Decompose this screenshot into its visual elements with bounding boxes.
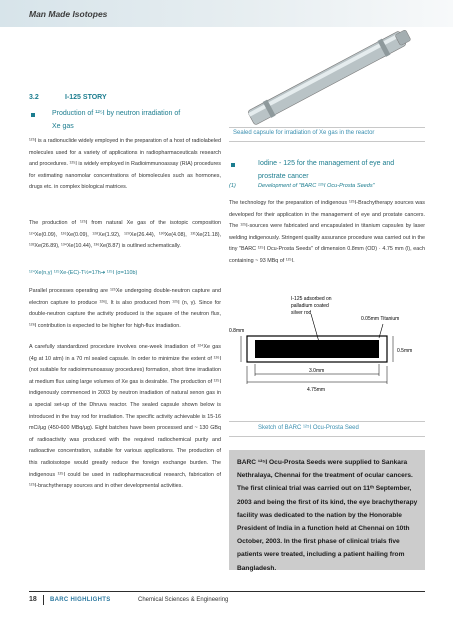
left-subhead-line2: Xe gas: [52, 123, 74, 130]
right-para-1: The technology for the preparation of indigenous ¹²⁵I-Brachytherapy sources was developed for their application in the management of eye and prostate cancers. The ¹²⁵I-sources were fabricated and encapsulated in titanium capsules by laser welding indigenously. Stringent quality assurance procedure was carried out in the tiny "BARC ¹²⁵I Ocu-Prosta Seeds" of dimension 0.8mm (OD) · 4.75 mm (l), each containing ~ 93 MBq of ¹²⁵I.: [229, 200, 425, 264]
page-number: 18: [29, 596, 37, 603]
left-para-1: ¹²⁵I is a radionuclide widely employed in the preparation of a host of radiolabeled molecules used for a variety of applications in radiopharmaceuticals research and procedures. ¹²⁵I is widely employed in Radioimmunoassay (RIA) procedures for estimating nanomolar concentrations of biomolecules such as hormones, drugs etc. in complex biological matrices.: [29, 138, 221, 191]
reaction-formula: ¹²⁴Xe(n,γ) ¹²⁵Xe-(EC)-T½=17h➜ ¹²⁵I (σ=110b): [29, 270, 138, 276]
capsule-photo: [229, 30, 425, 126]
left-subhead-line1: Production of ¹²⁵I by neutron irradiation of: [52, 110, 181, 117]
section-title: I-125 STORY: [65, 94, 107, 101]
left-para-4: A carefully standardized procedure involves one-week irradiation of ¹²⁴Xe gas (4g at 10 atm) in a 70 ml sealed capsule. In order to minimize the extent of ¹²⁶I (not suitable for radioimmunoassay procedures) formation, short time irradiation at medium flux using large volumes of Xe gas is desirable. The production of ¹²⁵I indigenously commenced in 2003 by neutron irradiation of natural xenon gas in a special set-up of the Dhruva reactor. The sealed capsule shown below is introduced in the tray rod for irradiation. The specific activity achievable is 15-16 mCi/μg (450-600 MBq/μg). Eight batches have been processed and ~ 130 GBq of radioactivity was produced with the required radiochemical purity and radioactive concentration, suitable for various applications. The production of this radioisotope would greatly reduce the foreign exchange burden. The indigenous ¹²⁵I could be used in radiopharmaceutical research, fabrication of ¹²⁵I-brachytherapy sources and in other developmental activities.: [29, 344, 221, 490]
sketch-caption-rule-top: [229, 421, 425, 422]
footer-brand: BARC HIGHLIGHTS: [50, 597, 111, 603]
sketch-caption: Sketch of BARC ¹²⁵I Ocu-Prosta Seed: [258, 425, 359, 431]
subsection-number: (1): [229, 183, 236, 189]
sketch-label-silver3: silver rod: [291, 310, 312, 316]
callout-text: BARC ¹²⁵I Ocu-Prosta Seeds were supplied to Sankara Nethralaya, Chennai for the treatment of ocular cancers. The first clinical trial was carried out on 11ᵗʰ September, 2003 and being the first of its kind, the eye brachytherapy facility was dedicated to the nation by the Honorable President of India in a function held at Chennai on 10th October, 2003. In the first phase of clinical trials five patients were treated, including a patient hailing from Bangladesh.: [237, 459, 418, 572]
sketch-label-titanium: 0.05mm Titanium: [361, 316, 400, 322]
footer-rule: [29, 591, 425, 592]
caption-rule-bottom: [229, 141, 425, 142]
sketch-label-rod: 3.0mm: [309, 368, 325, 374]
footer-section: Chemical Sciences & Engineering: [138, 597, 229, 603]
callout-box: [229, 450, 425, 570]
sketch-label-od: 0.8mm: [229, 328, 245, 334]
subsection-title: Development of "BARC ¹²⁵I Ocu-Prosta Seeds": [258, 183, 375, 189]
seed-sketch: [229, 292, 425, 420]
bullet-icon: [231, 163, 235, 167]
footer-separator: [43, 595, 44, 605]
sketch-label-silver2: palladium coated: [291, 303, 329, 309]
right-subhead: [258, 157, 426, 183]
sketch-caption-rule-bottom: [229, 436, 425, 437]
left-para-3: Parallel processes operating are ¹²⁵Xe undergoing double-neutron capture and electron capture to produce ¹²⁶I. It is also produced from ¹²⁵I (n, γ). Since for double-neutron capture the activity produced is the square of the neutron flux, ¹²⁶I contribution is expected to be higher for high-flux irradiation.: [29, 288, 221, 329]
sketch-label-length: 4.75mm: [307, 387, 326, 393]
header-title: Man Made Isotopes: [29, 9, 108, 19]
section-number: 3.2: [29, 94, 39, 101]
sketch-label-silver: I-125 adsorbed on: [291, 296, 332, 302]
capsule-caption: Sealed capsule for irradiation of Xe gas in the reactor: [233, 130, 375, 136]
caption-rule-top: [229, 127, 425, 128]
bullet-icon: [31, 113, 35, 117]
sketch-label-right: 0.5mm: [397, 348, 413, 354]
right-subhead-line2: prostrate cancer: [258, 173, 309, 180]
right-subhead-line1: Iodine - 125 for the management of eye and: [258, 160, 395, 167]
left-subhead: [52, 107, 222, 133]
left-para-2: The production of ¹²⁵I from natural Xe gas of the isotopic composition ¹²⁴Xe(0.09), ¹²⁶Xe(0.09), ¹²⁸Xe(1.92), ¹²⁹Xe(26.44), ¹³⁰Xe(4.08), ¹³¹Xe(21.18), ¹³²Xe(26.89), ¹³⁴Xe(10.44), ¹³⁶Xe(8.87) is outlined schematically.: [29, 220, 221, 250]
